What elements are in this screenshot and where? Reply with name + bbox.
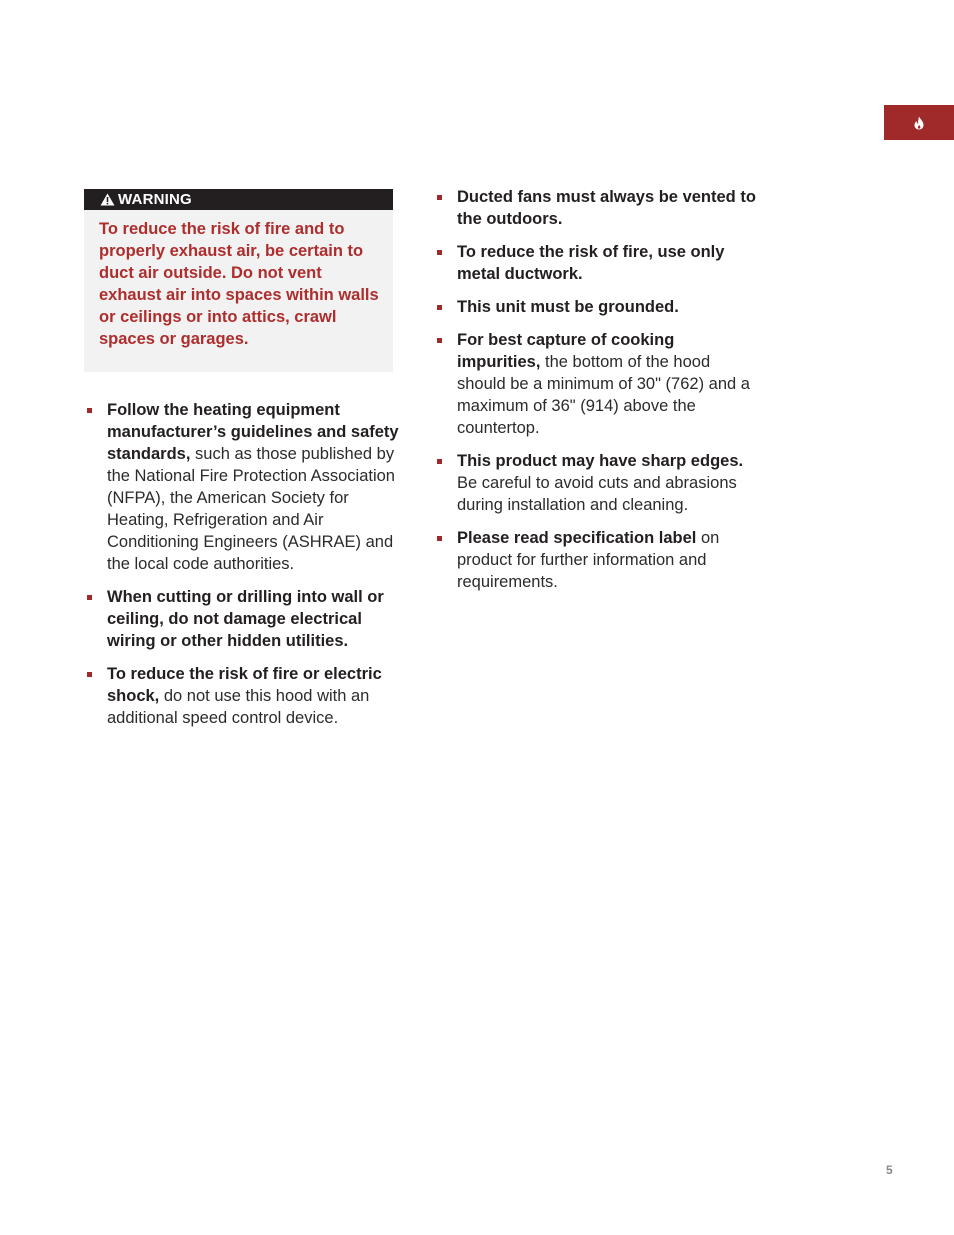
warning-label: WARNING [118, 191, 192, 208]
bullet-square-icon [87, 672, 92, 677]
item-bold-text: To reduce the risk of fire, use only metal ductwork. [457, 243, 725, 283]
warning-box [84, 189, 393, 372]
right-instruction-list [436, 186, 756, 604]
item-text: on product for further information and requirements. [457, 529, 720, 591]
item-text: such as those published by the National Fire Protection Association (NFPA), the American Society for Heating, Refrigeration and Air Conditioning Engineers (ASHRAE) and the local code authorities. [107, 445, 395, 573]
item-text: Be careful to avoid cuts and abrasions during installation and cleaning. [457, 474, 737, 514]
left-instruction-list [86, 399, 408, 740]
list-item [86, 399, 408, 575]
item-bold-text: For best capture of cooking impurities, [457, 331, 675, 371]
warning-triangle-icon [100, 193, 118, 206]
bullet-square-icon [437, 195, 442, 200]
item-text: do not use this hood with an additional speed control device. [107, 687, 370, 727]
page-number: 5 [886, 1163, 893, 1177]
item-bold-text: This product may have sharp edges. [457, 452, 744, 470]
item-bold-text: Follow the heating equipment manufacturer’s guidelines and safety standards, [107, 401, 399, 463]
warning-text: To reduce the risk of fire and to properly exhaust air, be certain to duct air outside. Do not vent exhaust air into spaces within walls or ceilings or into attics, crawl spaces or garages. [99, 220, 379, 348]
list-item [436, 329, 756, 439]
item-bold-text: Please read specification label [457, 529, 697, 547]
bullet-square-icon [437, 459, 442, 464]
list-item [86, 586, 408, 652]
item-text: the bottom of the hood should be a minimum of 30" (762) and a maximum of 36" (914) above the countertop. [457, 353, 750, 437]
list-item [436, 296, 756, 318]
warning-header [84, 189, 393, 210]
bullet-square-icon [437, 338, 442, 343]
list-item [436, 241, 756, 285]
flame-icon [913, 116, 925, 130]
bullet-square-icon [437, 305, 442, 310]
list-item [86, 663, 408, 729]
bullet-square-icon [437, 250, 442, 255]
bullet-square-icon [437, 536, 442, 541]
list-item [436, 186, 756, 230]
item-bold-text: When cutting or drilling into wall or ceiling, do not damage electrical wiring or other hidden utilities. [107, 588, 384, 650]
item-bold-text: Ducted fans must always be vented to the outdoors. [457, 188, 756, 228]
bullet-square-icon [87, 408, 92, 413]
item-bold-text: To reduce the risk of fire or electric shock, [107, 665, 382, 705]
bullet-square-icon [87, 595, 92, 600]
section-tab [884, 105, 954, 140]
item-bold-text: This unit must be grounded. [457, 298, 679, 316]
list-item [436, 450, 756, 516]
list-item [436, 527, 756, 593]
